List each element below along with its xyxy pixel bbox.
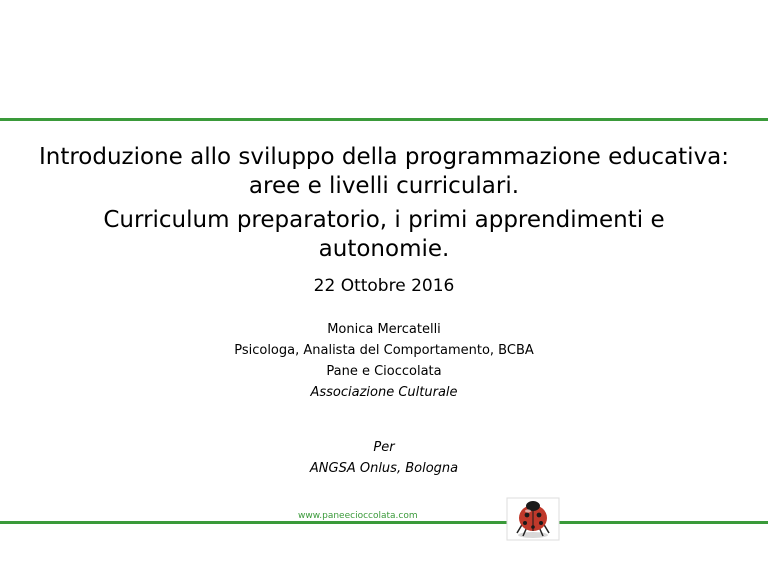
title-line-2: aree e livelli curriculari. bbox=[248, 173, 520, 199]
subtitle-line-1: Curriculum preparatorio, i primi apprendimenti e bbox=[103, 207, 665, 233]
author-role: Psicologa, Analista del Comportamento, BCBA bbox=[234, 343, 534, 358]
subtitle-line-2: autonomie. bbox=[318, 236, 450, 262]
organization-name: Pane e Cioccolata bbox=[326, 364, 442, 379]
organization-type: Associazione Culturale bbox=[310, 385, 458, 400]
for-organization: ANGSA Onlus, Bologna bbox=[309, 461, 459, 476]
website-link[interactable]: www.paneecioccolata.com bbox=[298, 511, 418, 521]
author-block bbox=[0, 319, 768, 403]
bottom-divider bbox=[0, 521, 768, 524]
title-line-1: Introduzione allo sviluppo della programmazione educativa: bbox=[38, 144, 730, 170]
slide-title bbox=[0, 143, 768, 201]
for-label: Per bbox=[373, 440, 395, 455]
slide-subtitle bbox=[0, 206, 768, 264]
ladybug-icon bbox=[505, 495, 561, 543]
slide-date: 22 Ottobre 2016 bbox=[313, 276, 455, 296]
top-divider bbox=[0, 118, 768, 121]
author-name: Monica Mercatelli bbox=[327, 322, 441, 337]
for-block bbox=[0, 437, 768, 479]
